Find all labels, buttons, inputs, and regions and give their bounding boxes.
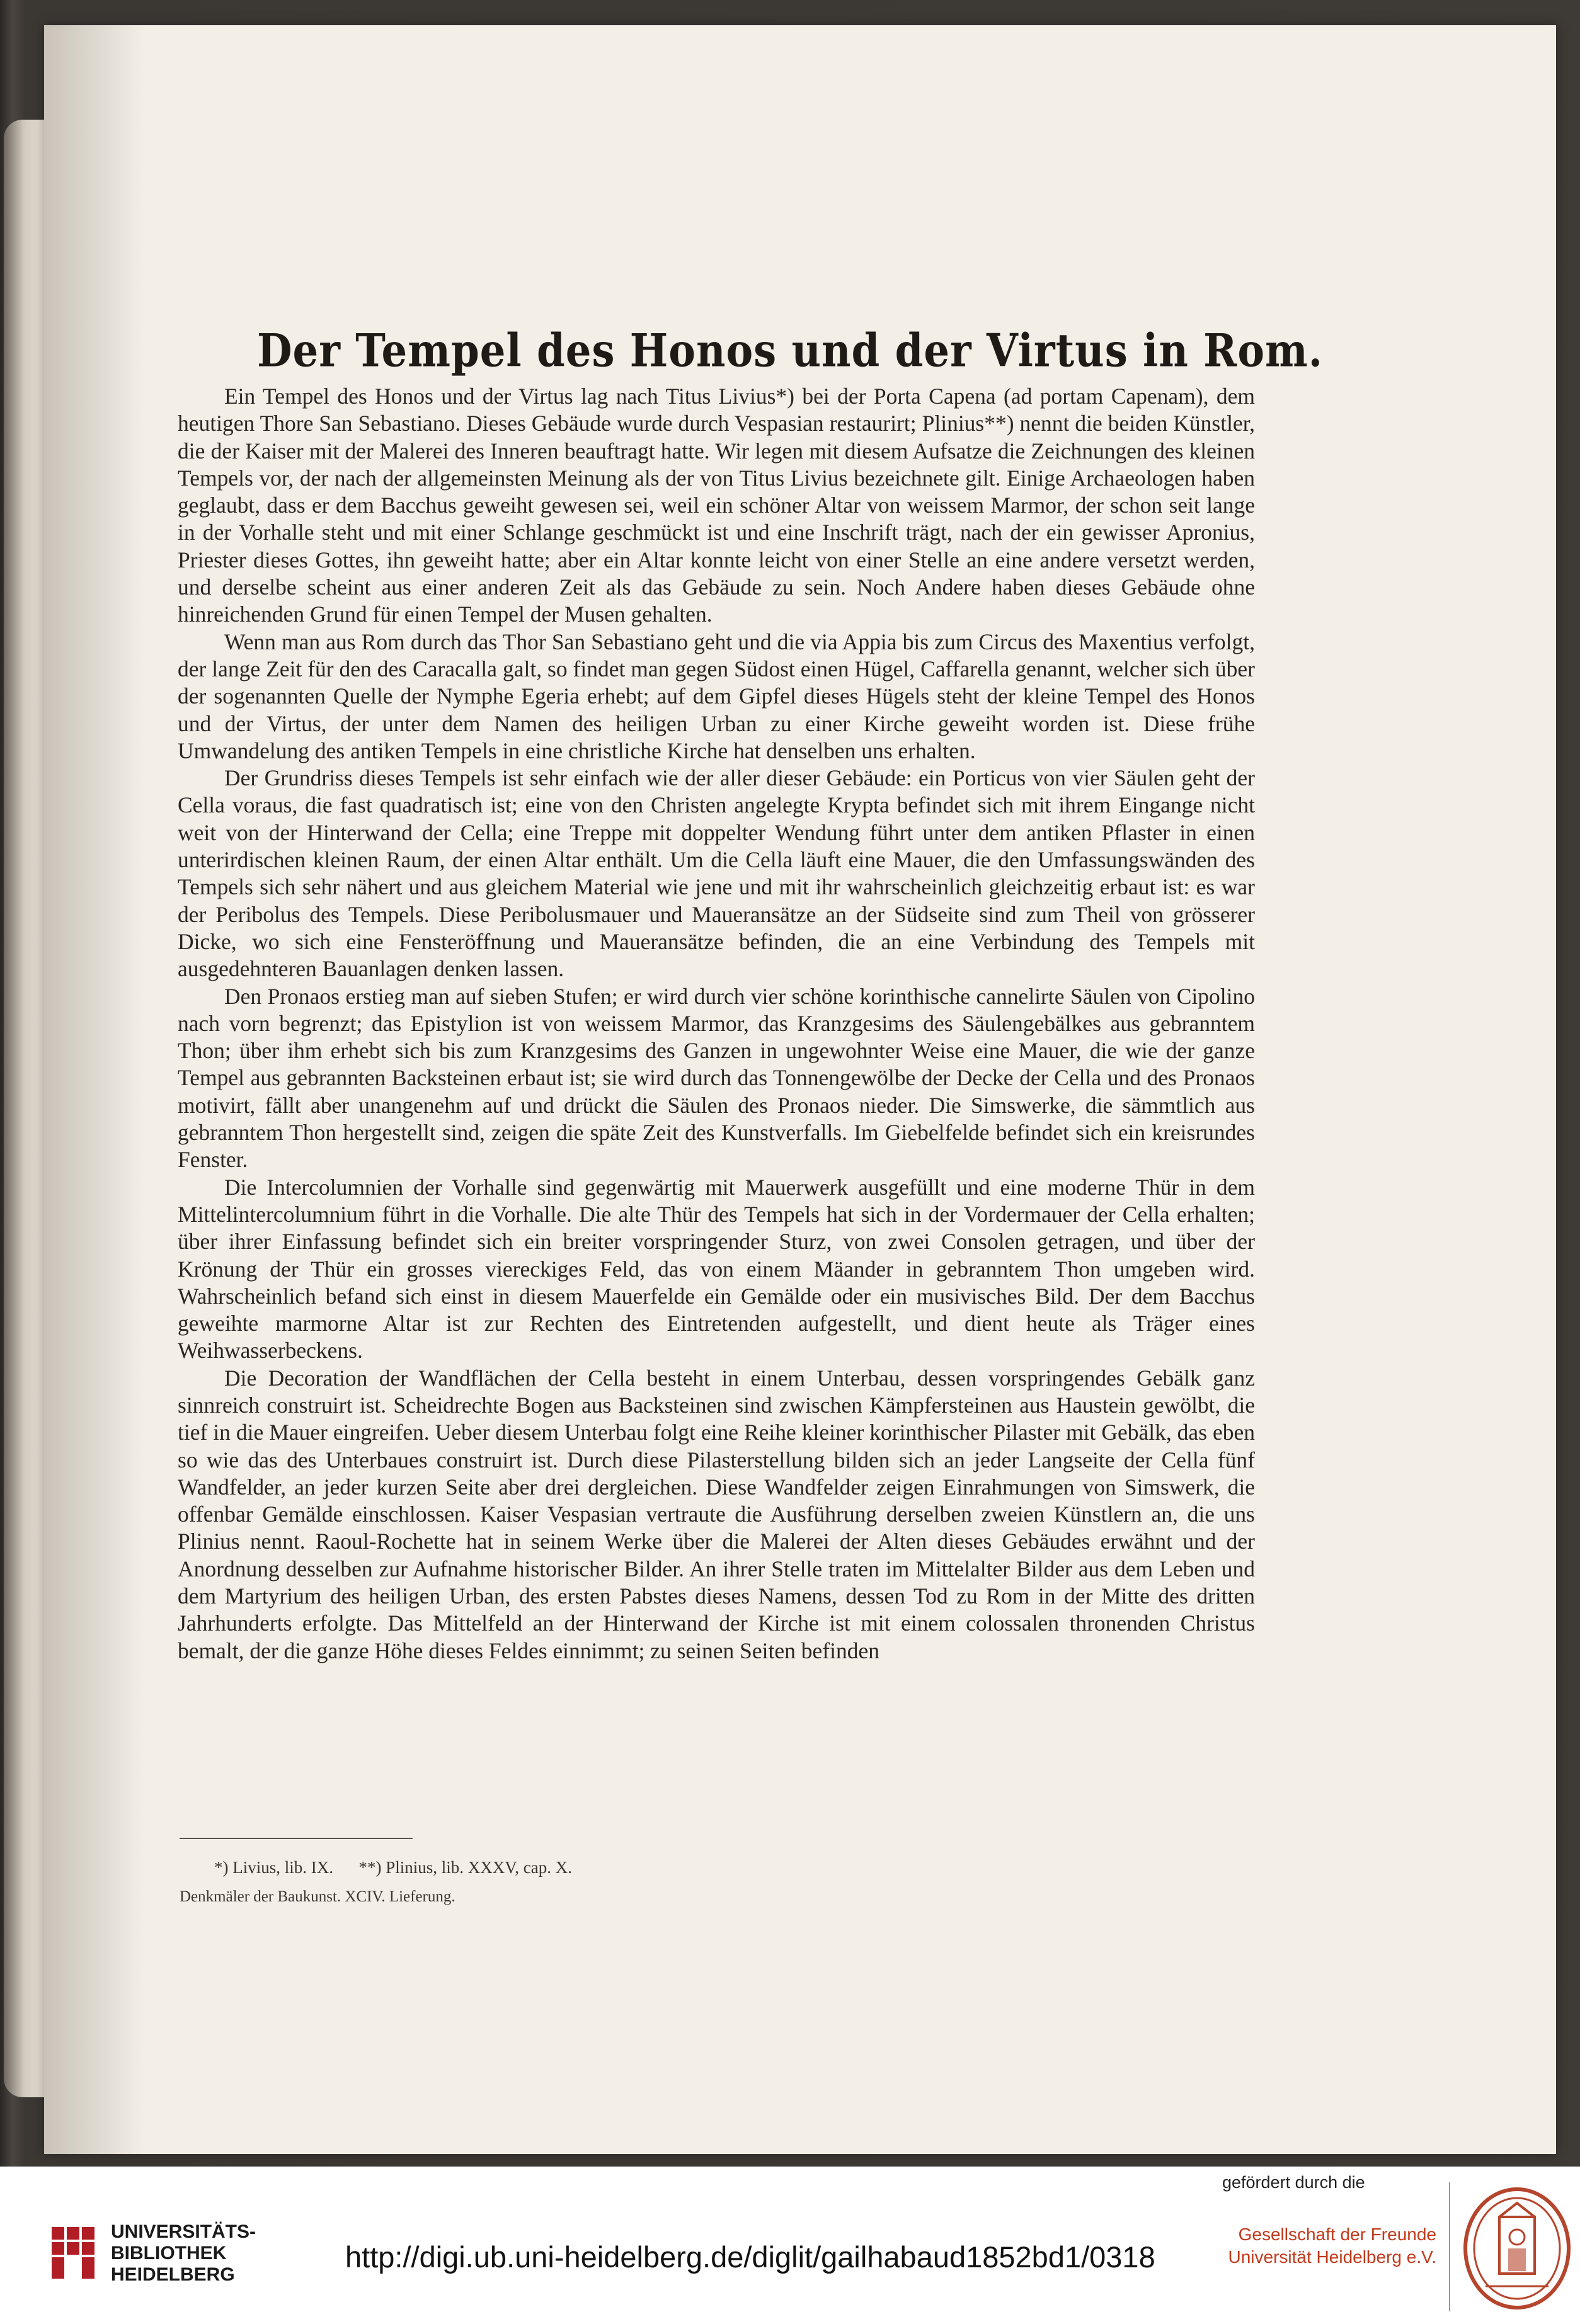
article-body bbox=[178, 383, 1255, 1665]
printer-signature: Denkmäler der Baukunst. XCIV. Lieferung. bbox=[180, 1888, 455, 1905]
paragraph: Den Pronaos erstieg man auf sieben Stufen; er wird durch vier schöne korinthische cannelirte Säulen von Cipolino nach vorn begrenzt; das Epistylion ist von weissem Marmor, das Kranzgesims des Säulengebälkes aus gebranntem Thon; über ihm erhebt sich bis zum Kranzgesims des Ganzen in ungewohnter Weise eine Mauer, die wie der ganze Tempel aus gebrannten Backsteinen erbaut ist; sie wird durch das Tonnengewölbe der Decke der Cella und des Pronaos motivirt, fällt aber unangenehm auf und drückt die Säulen des Pronaos nieder. Die Simswerke, die sämmtlich aus gebranntem Thon hergestellt sind, zeigen die späte Zeit des Kunstverfalls. Im Giebelfelde befindet sich ein kreisrundes Fenster. bbox=[178, 983, 1255, 1173]
friends-society-line: Universität Heidelberg e.V. bbox=[1228, 2247, 1436, 2267]
page-title: Der Tempel des Honos und der Virtus in Rom. bbox=[257, 324, 1323, 378]
paragraph: Wenn man aus Rom durch das Thor San Sebastiano geht und die via Appia bis zum Circus des Maxentius verfolgt, der lange Zeit für den des Caracalla galt, so findet man gegen Südost einen Hügel, Caffarella genannt, welcher sich über der sogenannten Quelle der Nymphe Egeria erhebt; auf dem Gipfel dieses Hügels steht der kleine Tempel des Honos und der Virtus, der unter dem Namen des heiligen Urban zu einer Kirche geweiht worden ist. Diese frühe Umwandelung des antiken Tempels in eine christliche Kirche hat denselben uns erhalten. bbox=[178, 629, 1255, 763]
university-seal-icon[interactable] bbox=[1460, 2185, 1574, 2311]
friends-society-link[interactable] bbox=[1222, 2223, 1436, 2269]
paragraph: Der Grundriss dieses Tempels ist sehr einfach wie der aller dieser Gebäude: ein Porticus von vier Säulen geht der Cella voraus, die fast quadratisch ist; eine von den Christen angelegte Krypta befindet sich mit ihrem Eingange nicht weit von der Hinterwand der Cella; eine Treppe mit doppelter Wendung führt unter dem antiken Pflaster in einen unterirdischen kleinen Raum, der einen Altar enthält. Um die Cella läuft eine Mauer, die den Umfassungswänden des Tempels sich sehr nähert und aus gleichem Material wie jene und mit ihr wahrscheinlich gleichzeitig erbaut ist: es war der Peribolus des Tempels. Diese Peribolusmauer und Maueransätze an der Südseite sind zum Theil von grösserer Dicke, wo sich eine Fensteröffnung und Maueransätze befinden, die an eine Verbindung des Tempels mit ausgedehnteren Bauanlagen denken lassen. bbox=[178, 765, 1255, 982]
library-name-line: HEIDELBERG bbox=[111, 2264, 235, 2285]
library-name[interactable] bbox=[111, 2221, 256, 2286]
permalink-url[interactable]: http://digi.ub.uni-heidelberg.de/diglit/gailhabaud1852bd1/0318 bbox=[345, 2240, 1155, 2274]
paragraph: Die Decoration der Wandflächen der Cella besteht in einem Unterbau, dessen vorspringendes Gebälk ganz sinnreich construirt ist. Scheidrechte Bogen aus Backsteinen sind zwischen Kämpfersteinen aus Haustein gewölbt, die tief in die Mauer eingreifen. Ueber diesem Unterbau folgt eine Reihe kleiner korinthischer Pilaster mit Gebälk, das eben so wie das des Unterbaues construirt ist. Durch diese Pilasterstellung bilden sich an jeder Langseite der Cella fünf Wandfelder, an jeder kurzen Seite aber drei dergleichen. Diese Wandfelder zeigen Einrahmungen von Simswerk, die offenbar Gemälde einschlossen. Kaiser Vespasian vertraute die Ausführung derselben zweien Künstlern an, die uns Plinius nennt. Raoul-Rochette hat in seinem Werke über die Malerei der Alten dieses Gebäudes erwähnt und der Anordnung desselben zur Aufnahme historischer Bilder. An ihrer Stelle traten im Mittelalter Bilder aus dem Leben und dem Martyrium des heiligen Urban, des ersten Pabstes dieses Namens, dessen Tod zu Rom in der Mitte des dritten Jahrhunderts erfolgte. Das Mittelfeld an der Hinterwand der Kirche ist mit einem colossalen thronenden Christus bemalt, der die ganze Höhe dieses Feldes einnimmt; zu seinen Seiten befinden bbox=[178, 1365, 1255, 1663]
paragraph: Die Intercolumnien der Vorhalle sind gegenwärtig mit Mauerwerk ausgefüllt und eine moderne Thür in dem Mittelintercolumnium führt in die Vorhalle. Die alte Thür des Tempels hat sich in der Vordermauer der Cella erhalten; über ihrer Einfassung befindet sich ein breiter vorspringender Sturz, von zwei Consolen getragen, und über der Krönung der Thür ein grosses viereckiges Feld, das von einem Mäander in gebranntem Thon umgeben wird. Wahrscheinlich befand sich einst in diesem Mauerfelde ein Gemälde oder ein musivisches Bild. Der dem Bacchus geweihte marmorne Altar ist zur Rechten des Eintretenden aufgestellt, und dient heute als Träger eines Weihwasserbeckens. bbox=[178, 1174, 1255, 1364]
library-name-line: UNIVERSITÄTS- bbox=[111, 2221, 256, 2242]
footnotes: *) Livius, lib. IX. **) Plinius, lib. XXXV, cap. X. bbox=[214, 1858, 572, 1877]
friends-society-line: Gesellschaft der Freunde bbox=[1238, 2224, 1436, 2244]
university-library-logo-icon[interactable] bbox=[49, 2224, 97, 2281]
paragraph: Ein Tempel des Honos und der Virtus lag nach Titus Livius*) bei der Porta Capena (ad portam Capenam), dem heutigen Thore San Sebastiano. Dieses Gebäude wurde durch Vespasian restaurirt; Plinius**) nennt die beiden Künstler, die der Kaiser mit der Malerei des Inneren beauftragt hatte. Wir legen mit diesem Aufsatze die Zeichnungen des kleinen Tempels vor, der nach der allgemeinsten Meinung als der von Titus Livius bezeichnete gilt. Einige Archaeologen haben geglaubt, dass er dem Bacchus geweiht gewesen sei, weil ein schöner Altar von weissem Marmor, der schon seit lange in der Vorhalle steht und mit einer Schlange geschmückt ist und eine Inschrift trägt, nach der ein gewisser Apronius, Priester dieses Gottes, ihn geweiht hatte; aber ein Altar konnte leicht von einer Stelle an eine andere versetzt werden, und derselbe scheint aus einer anderen Zeit als das Gebäude zu sein. Noch Andere haben dieses Gebäude ohne hinreichenden Grund für einen Tempel der Musen gehalten. bbox=[178, 384, 1255, 627]
library-name-line: BIBLIOTHEK bbox=[111, 2243, 227, 2264]
footer-divider bbox=[1449, 2182, 1450, 2311]
footnote-divider bbox=[180, 1838, 413, 1839]
funded-by-label: gefördert durch die bbox=[1222, 2173, 1365, 2192]
